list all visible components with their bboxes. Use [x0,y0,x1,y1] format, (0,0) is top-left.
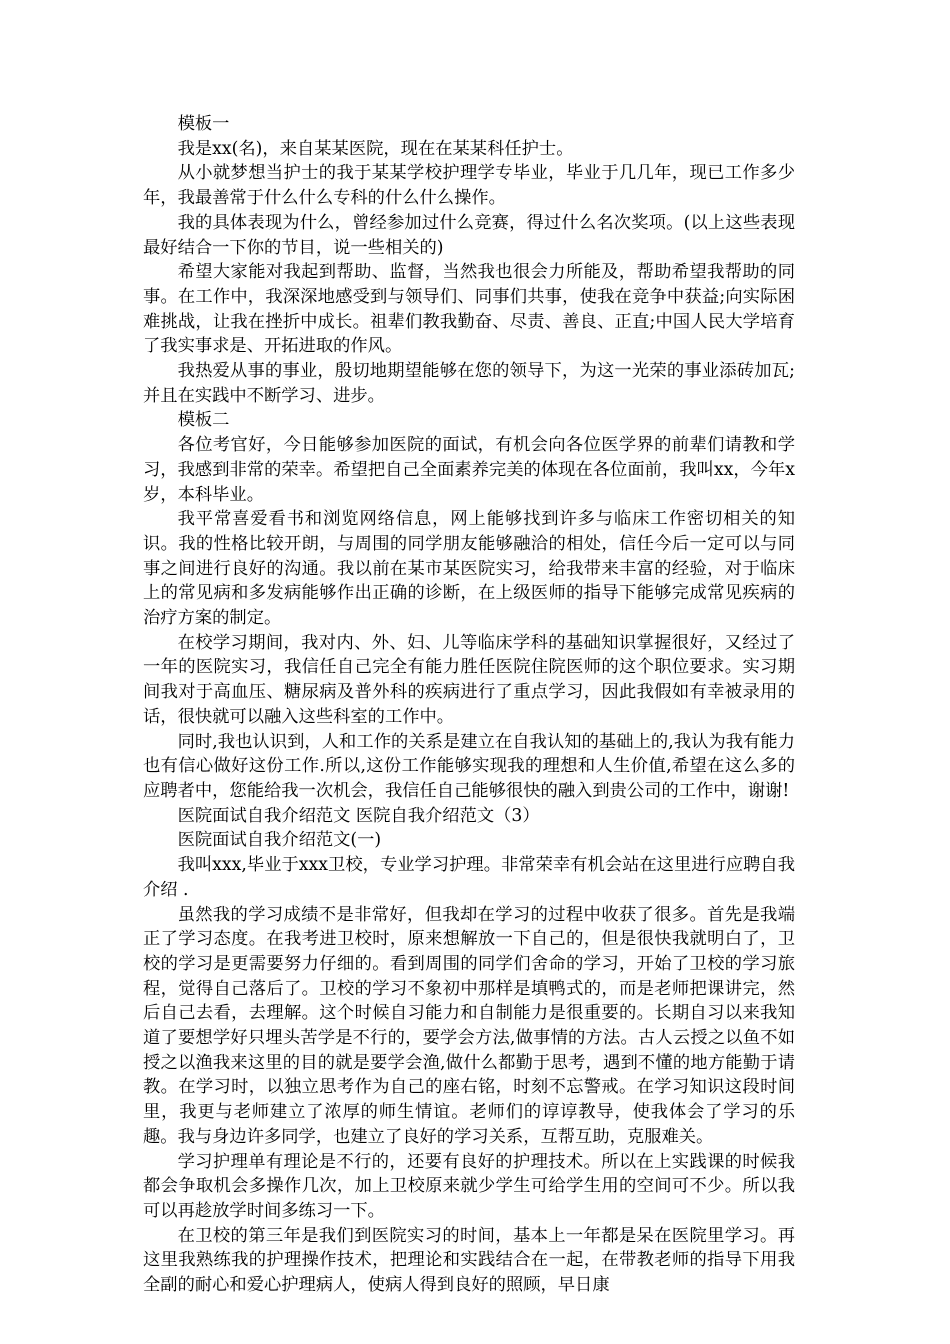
document-body [143,112,795,1298]
paragraph: 虽然我的学习成绩不是非常好，但我却在学习的过程中收获了很多。首先是我端正了学习态度。在我考进卫校时，原来想解放一下自己的，但是很快我就明白了，卫校的学习是更需要努力仔细的。看到周围的同学们舍命的学习，开始了卫校的学习旅程，觉得自己落后了。卫校的学习不象初中那样是填鸭式的，而是老师把课讲完，然后自己去看，去理解。这个时候自习能力和自制能力是很重要的。长期自习以来我知道了要想学好只埋头苦学是不行的，要学会方法,做事情的方法。古人云授之以鱼不如授之以渔我来这里的目的就是要学会渔,做什么都勤于思考，遇到不懂的地方能勤于请教。在学习时，以独立思考作为自己的座右铭，时刻不忘警戒。在学习知识这段时间里，我更与老师建立了浓厚的师生情谊。老师们的谆谆教导，使我体会了学习的乐趣。我与身边许多同学，也建立了良好的学习关系，互帮互助，克服难关。 [143,904,795,1147]
paragraph: 在卫校的第三年是我们到医院实习的时间，基本上一年都是呆在医院里学习。再这里我熟练我的护理操作技术，把理论和实践结合在一起，在带教老师的指导下用我全副的耐心和爱心护理病人，使病人得到良好的照顾，早日康 [143,1225,795,1296]
paragraph: 各位考官好，今日能够参加医院的面试，有机会向各位医学界的前辈们请教和学习，我感到非常的荣幸。希望把自己全面素养完美的体现在各位面前，我叫xx，今年x岁，本科毕业。 [143,435,795,505]
paragraph: 我平常喜爱看书和浏览网络信息，网上能够找到许多与临床工作密切相关的知识。我的性格比较开朗，与周围的同学朋友能够融洽的相处，信任今后一定可以与同事之间进行良好的沟通。我以前在某市某医院实习，给我带来丰富的经验，对于临床上的常见病和多发病能够作出正确的诊断，在上级医师的指导下能够完成常见疾病的治疗方案的制定。 [143,509,795,629]
section-subtitle-example-one: 医院面试自我介绍范文(一) [177,830,382,851]
paragraph: 希望大家能对我起到帮助、监督，当然我也很会力所能及，帮助希望我帮助的同事。在工作中，我深深地感受到与领导们、同事们共事，使我在竞争中获益;向实际困难挑战，让我在挫折中成长。祖辈们教我勤奋、尽责、善良、正直;中国人民大学培育了我实事求是、开拓进取的作风。 [143,262,795,357]
paragraph: 我的具体表现为什么，曾经参加过什么竞赛，得过什么名次奖项。(以上这些表现最好结合一下你的节目，说一些相关的) [143,212,795,258]
section-title-template-one: 模板一 [177,114,230,134]
paragraph: 我热爱从事的事业，殷切地期望能够在您的领导下，为这一光荣的事业添砖加瓦;并且在实践中不断学习、进步。 [143,361,795,406]
paragraph: 我是xx(名)，来自某某医院，现在在某某科任护士。 [177,138,574,159]
paragraph: 在校学习期间，我对内、外、妇、儿等临床学科的基础知识掌握很好，又经过了一年的医院实习，我信任自己完全有能力胜任医院住院医师的这个职位要求。实习期间我对于高血压、糖尿病及普外科的疾病进行了重点学习，因此我假如有幸被录用的话，很快就可以融入这些科室的工作中。 [143,632,795,727]
section-title-template-two: 模板二 [177,410,230,431]
paragraph: 我叫xxx,毕业于xxx卫校，专业学习护理。非常荣幸有机会站在这里进行应聘自我介绍 . [143,855,795,900]
paragraph: 从小就梦想当护士的我于某某学校护理学专毕业，毕业于几几年，现已工作多少年，我最善常于什么什么专科的什么什么操作。 [143,163,795,209]
paragraph: 同时,我也认识到，人和工作的关系是建立在自我认知的基础上的,我认为我有能力也有信心做好这份工作.所以,这份工作能够实现我的理想和人生价值,希望在这么多的应聘者中，您能给我一次机会，我信任自己能够很快的融入到贵公司的工作中，谢谢! [143,731,795,801]
section-title-hospital-intro: 医院面试自我介绍范文 医院自我介绍范文（3） [177,805,540,826]
paragraph: 学习护理单有理论是不行的，还要有良好的护理技术。所以在上实践课的时候我都会争取机会多操作几次，加上卫校原来就少学生可给学生用的空间可不少。所以我可以再趁放学时间多练习一下。 [143,1151,795,1221]
